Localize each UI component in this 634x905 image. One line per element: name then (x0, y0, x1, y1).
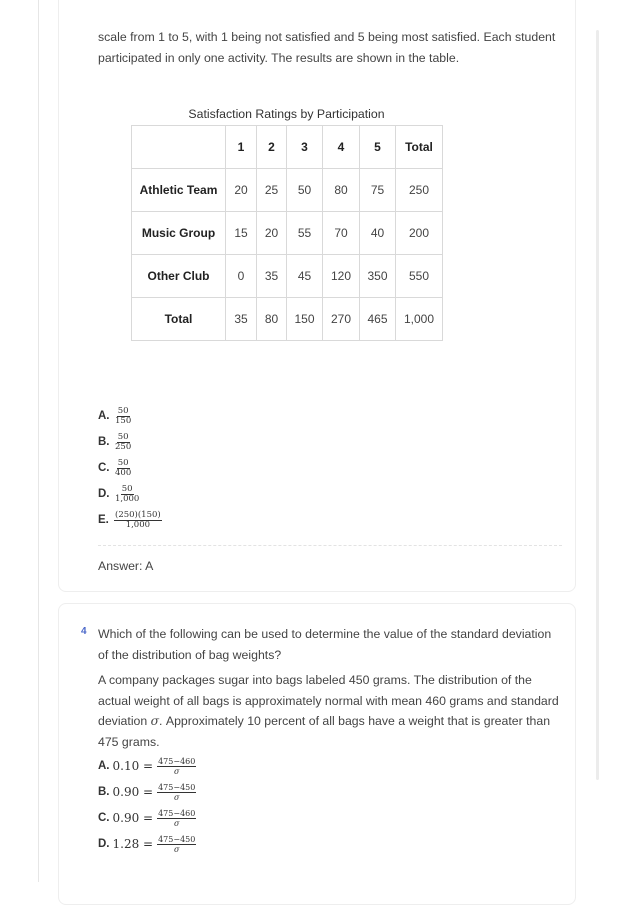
row-label: Athletic Team (132, 169, 226, 212)
table-cell: 80 (257, 298, 287, 341)
table-row (132, 212, 443, 255)
table-cell: 120 (323, 255, 360, 298)
fraction-numerator: 475−450 (158, 782, 196, 792)
fraction-numerator: 50 (117, 405, 129, 416)
answer-text: Answer: A (98, 559, 154, 573)
table-cell: 55 (287, 212, 323, 255)
fraction-denominator: 250 (115, 441, 132, 452)
choice-letter: D. (98, 488, 110, 500)
row-label: Music Group (132, 212, 226, 255)
question-3-choices (98, 403, 162, 533)
table-cell: 200 (396, 212, 443, 255)
table-cell: 45 (287, 255, 323, 298)
question-4-body (98, 670, 568, 752)
table-cell: 465 (360, 298, 396, 341)
table-row (132, 169, 443, 212)
table-cell: 40 (360, 212, 396, 255)
choice-fraction (114, 433, 132, 452)
fraction-denominator: 1,000 (115, 493, 140, 504)
choice-letter: D. (98, 838, 110, 850)
question-4-choices (98, 753, 196, 857)
fraction-numerator: 50 (117, 457, 129, 468)
fraction-numerator: 475−460 (158, 756, 196, 766)
choice-expression: 0.90 = (112, 785, 154, 799)
header-cell: 5 (360, 126, 396, 169)
satisfaction-table (131, 125, 443, 341)
choice-fraction (114, 485, 140, 504)
choice-d[interactable] (98, 481, 162, 507)
table-title: Satisfaction Ratings by Participation (188, 107, 385, 121)
choice-letter: B. (98, 786, 110, 798)
table-cell: 150 (287, 298, 323, 341)
table-cell: 70 (323, 212, 360, 255)
table-cell: 20 (257, 212, 287, 255)
fraction-denominator: σ (173, 766, 180, 776)
header-cell: Total (396, 126, 443, 169)
choice-expression: 0.90 = (112, 811, 154, 825)
choice-c[interactable] (98, 805, 196, 831)
fraction-denominator: σ (173, 792, 180, 802)
fraction-denominator: 150 (115, 415, 132, 426)
table-cell: 80 (323, 169, 360, 212)
fraction-denominator: σ (173, 818, 180, 828)
fraction-numerator: 475−460 (158, 808, 196, 818)
fraction-denominator: σ (173, 844, 180, 854)
answer-divider (98, 545, 562, 546)
table-cell: 350 (360, 255, 396, 298)
table-header-row (132, 126, 443, 169)
choice-d[interactable] (98, 831, 196, 857)
choice-a[interactable] (98, 403, 162, 429)
choice-fraction (114, 511, 162, 530)
choice-fraction (114, 407, 132, 426)
fraction-numerator: 475−450 (158, 834, 196, 844)
fraction-numerator: 50 (121, 483, 133, 494)
choice-b[interactable] (98, 429, 162, 455)
table-row (132, 298, 443, 341)
question-4-body-text: A company packages sugar into bags labeled 450 grams. The distribution of the actual weight of all bags is approximately normal with mean 460 grams and standard deviation (98, 673, 559, 728)
row-label: Total (132, 298, 226, 341)
table-cell: 20 (226, 169, 257, 212)
choice-fraction (157, 757, 196, 776)
choice-fraction (114, 459, 132, 478)
choice-e[interactable] (98, 507, 162, 533)
header-cell: 2 (257, 126, 287, 169)
choice-b[interactable] (98, 779, 196, 805)
table-cell: 0 (226, 255, 257, 298)
choice-letter: C. (98, 462, 110, 474)
choice-fraction (157, 783, 196, 802)
table-cell: 50 (287, 169, 323, 212)
header-cell: 1 (226, 126, 257, 169)
table-cell: 75 (360, 169, 396, 212)
choice-letter: C. (98, 812, 110, 824)
header-cell: 3 (287, 126, 323, 169)
left-rule (38, 0, 39, 882)
table-cell: 35 (226, 298, 257, 341)
choice-letter: E. (98, 514, 109, 526)
choice-letter: B. (98, 436, 110, 448)
choice-fraction (157, 835, 196, 854)
header-cell: 4 (323, 126, 360, 169)
table-cell: 25 (257, 169, 287, 212)
choice-fraction (157, 809, 196, 828)
header-cell (132, 126, 226, 169)
fraction-denominator: 400 (115, 467, 132, 478)
choice-letter: A. (98, 760, 110, 772)
table-cell: 35 (257, 255, 287, 298)
fraction-numerator: 50 (117, 431, 129, 442)
choice-expression: 1.28 = (112, 837, 154, 851)
choice-a[interactable] (98, 753, 196, 779)
question-4-prompt: Which of the following can be used to determine the value of the standard deviation of the distribution of bag weights? (98, 627, 552, 662)
table-cell: 1,000 (396, 298, 443, 341)
choice-letter: A. (98, 410, 110, 422)
choice-expression: 0.10 = (112, 759, 154, 773)
table-cell: 15 (226, 212, 257, 255)
scrollbar[interactable] (596, 30, 599, 780)
question-4-body-text-end: . Approximately 10 percent of all bags have a weight that is greater than 475 grams. (98, 714, 551, 749)
fraction-numerator: (250)(150) (115, 509, 161, 520)
row-label: Other Club (132, 255, 226, 298)
table-cell: 550 (396, 255, 443, 298)
question-4-number: 4 (81, 626, 87, 637)
choice-c[interactable] (98, 455, 162, 481)
sigma-symbol: σ (150, 714, 160, 728)
fraction-denominator: 1,000 (125, 519, 151, 530)
table-cell: 270 (323, 298, 360, 341)
question-3-intro: scale from 1 to 5, with 1 being not satisfied and 5 being most satisfied. Each student participated in only one activity. The results are shown in the table. (98, 30, 556, 65)
table-cell: 250 (396, 169, 443, 212)
table-row (132, 255, 443, 298)
